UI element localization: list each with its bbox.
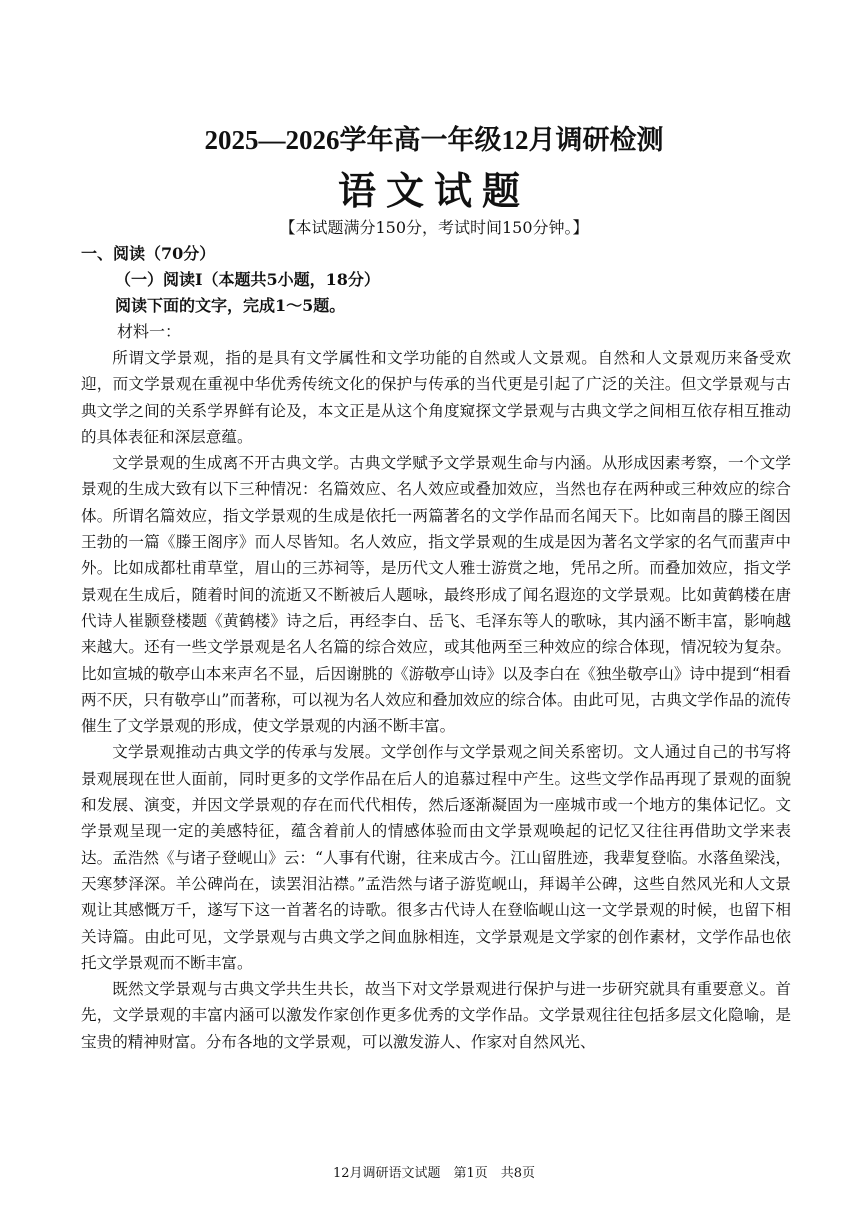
page-footer: 12月调研语文试题 第1页 共8页 bbox=[332, 1166, 536, 1181]
passage-paragraph: 所谓文学景观，指的是具有文学属性和文学功能的自然或人文景观。自然和人文景观历来备受欢迎，而文学景观在重视中华优秀传统文化的保护与传承的当代更是引起了广泛的关注。但文学景观与古典文学之间的关系学界鲜有论及，本文正是从这个角度窥探文学景观与古典文学之间相互依存相互推动的具体表征和深层意蕴。 bbox=[81, 349, 791, 446]
passage-paragraph: 文学景观推动古典文学的传承与发展。文学创作与文学景观之间关系密切。文人通过自己的书写将景观展现在世人面前，同时更多的文学作品在后人的追慕过程中产生。这些文学作品再现了景观的面貌和发展、演变，并因文学景观的存在而代代相传，然后逐渐凝固为一座城市或一个地方的集体记忆。文学景观呈现一定的美感特征，蕴含着前人的情感体验而由文学景观唤起的记忆又往往再借助文学来表达。孟浩然《与诸子登岘山》云：“人事有代谢，往来成古今。江山留胜迹，我辈复登临。水落鱼梁浅，天寒梦泽深。羊公碑尚在，读罢泪沾襟。”孟浩然与诸子游览岘山，拜谒羊公碑，这些自然风光和人文景观让其感慨万千，遂写下这一首著名的诗歌。很多古代诗人在登临岘山这一文学景观的时候，也留下相关诗篇。由此可见，文学景观与古典文学之间血脉相连，文学景观是文学家的创作素材，文学作品也依托文学景观而不断丰富。 bbox=[81, 743, 791, 972]
passage-body bbox=[81, 345, 791, 1055]
reading-instruction: 阅读下面的文字，完成1～5题。 bbox=[115, 296, 346, 315]
exam-note: 【本试题满分150分，考试时间150分钟。】 bbox=[279, 218, 589, 237]
section-heading: 一、阅读（70分） bbox=[81, 244, 216, 263]
passage-paragraph: 既然文学景观与古典文学共生共长，故当下对文学景观进行保护与进一步研究就具有重要意义。首先，文学景观的丰富内涵可以激发作家创作更多优秀的文学作品。文学景观往往包括多层文化隐喻，是宝贵的精神财富。分布各地的文学景观，可以激发游人、作家对自然风光、 bbox=[81, 980, 791, 1051]
material-label: 材料一： bbox=[117, 322, 182, 341]
exam-title: 2025—2026学年高一年级12月调研检测 bbox=[204, 125, 664, 155]
subject-title: 语文试题 bbox=[337, 168, 530, 213]
passage-paragraph: 文学景观的生成离不开古典文学。古典文学赋予文学景观生命与内涵。从形成因素考察，一个文学景观的生成大致有以下三种情况：名篇效应、名人效应或叠加效应，当然也存在两种或三种效应的综合体。所谓名篇效应，指文学景观的生成是依托一两篇著名的文学作品而名闻天下。比如南昌的滕王阁因王勃的一篇《滕王阁序》而人尽皆知。名人效应，指文学景观的生成是因为著名文学家的名气而蜚声中外。比如成都杜甫草堂，眉山的三苏祠等，是历代文人雅士游赏之地，凭吊之所。而叠加效应，指文学景观在生成后，随着时间的流逝又不断被后人题咏，最终形成了闻名遐迩的文学景观。比如黄鹤楼在唐代诗人崔颢登楼题《黄鹤楼》诗之后，再经李白、岳飞、毛泽东等人的歌咏，其内涵不断丰富，影响越来越大。还有一些文学景观是名人名篇的综合效应，或其他两至三种效应的综合体现，情况较为复杂。比如宣城的敬亭山本来声名不显，后因谢朓的《游敬亭山诗》以及李白在《独坐敬亭山》诗中提到“相看两不厌，只有敬亭山”而著称，可以视为名人效应和叠加效应的综合体。由此可见，古典文学作品的流传催生了文学景观的形成，使文学景观的内涵不断丰富。 bbox=[81, 454, 791, 736]
section-subheading: （一）阅读Ⅰ（本题共5小题，18分） bbox=[115, 270, 380, 289]
